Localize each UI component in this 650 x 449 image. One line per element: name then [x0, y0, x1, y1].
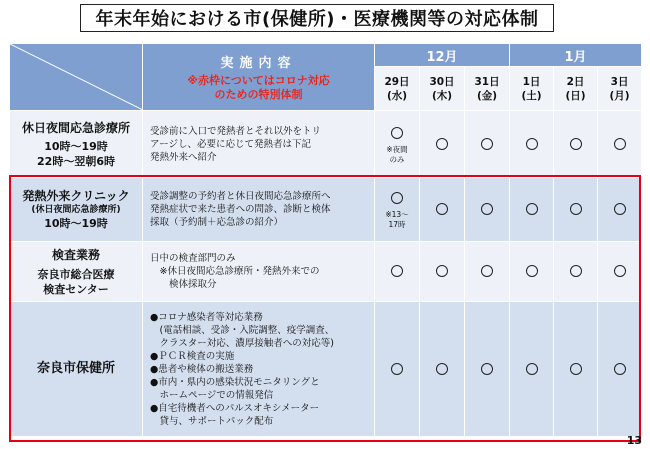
- header-corner: [10, 44, 143, 111]
- availability-cell: [510, 178, 554, 242]
- availability-cell: [554, 302, 598, 437]
- content-line: ●市内・県内の感染状況モニタリングと: [150, 376, 320, 388]
- availability-cell: [420, 178, 465, 242]
- availability-cell: [375, 242, 420, 302]
- available-mark: [526, 265, 538, 277]
- header-note: [143, 74, 374, 102]
- available-mark: [481, 138, 493, 150]
- availability-cell: [554, 178, 598, 242]
- content-line: 受診前に入口で発熱者とそれ以外をトリ: [150, 125, 322, 137]
- facility-name: 奈良市保健所: [36, 361, 115, 376]
- available-mark: [570, 203, 582, 215]
- available-mark: [391, 127, 403, 139]
- availability-note-line: のみ: [389, 154, 405, 164]
- date-day: 29日: [384, 75, 410, 88]
- available-mark: [570, 138, 582, 150]
- availability-cell: [420, 242, 465, 302]
- date-header: [598, 67, 642, 111]
- date-header: [465, 67, 510, 111]
- content-line: 受診調整の予約者と休日夜間応急診療所へ: [150, 191, 331, 202]
- availability-cell: [465, 178, 510, 242]
- availability-cell: [465, 302, 510, 437]
- month-december: 12月: [375, 44, 510, 67]
- date-weekday: (土): [521, 89, 542, 102]
- available-mark: [436, 138, 448, 150]
- content-line: ●自宅待機者へのパルスオキシメーター: [150, 402, 320, 414]
- availability-cell: [465, 111, 510, 178]
- page-title: 年末年始における市(保健所)・医療機関等の対応体制: [80, 4, 554, 32]
- availability-cell: [420, 302, 465, 437]
- available-mark: [526, 203, 538, 215]
- available-mark: [614, 265, 626, 277]
- available-mark: [391, 265, 403, 277]
- date-day: 1日: [522, 75, 541, 88]
- content-line: 発熱症状で来た患者への問診、診断と検体: [150, 204, 331, 215]
- availability-cell: [375, 302, 420, 437]
- available-mark: [614, 203, 626, 215]
- available-mark: [391, 363, 403, 375]
- date-day: 2日: [566, 75, 585, 88]
- date-weekday: (水): [386, 89, 408, 102]
- content-cell: [143, 302, 375, 437]
- content-line: アージし、必要に応じて発熱者は下記: [150, 138, 312, 150]
- available-mark: [481, 203, 493, 215]
- available-mark: [436, 265, 448, 277]
- available-mark: [614, 138, 626, 150]
- date-weekday: (木): [431, 89, 453, 102]
- availability-cell: [598, 242, 642, 302]
- facility-health-center: [10, 302, 143, 437]
- availability-cell: [420, 111, 465, 178]
- availability-cell: [510, 302, 554, 437]
- content-line: 貸与、サポートパック配布: [150, 415, 274, 427]
- content-cell: [143, 178, 375, 242]
- availability-cell: [598, 302, 642, 437]
- facility-name: 検査業務: [51, 247, 100, 262]
- content-cell: [143, 242, 375, 302]
- date-weekday: (日): [565, 89, 586, 102]
- date-header: [554, 67, 598, 111]
- facility-hours: 10時～19時: [44, 217, 108, 230]
- content-line: (電話相談、受診・入院調整、疫学調査、: [150, 324, 335, 336]
- page-number: 13: [626, 434, 642, 447]
- availability-note-line: ※夜間: [386, 144, 408, 154]
- available-mark: [481, 363, 493, 375]
- availability-note-line: 17時: [388, 220, 406, 229]
- facility-hours: 10時～19時: [44, 139, 108, 153]
- availability-cell: [598, 178, 642, 242]
- content-line: 日中の検査部門のみ: [150, 253, 236, 264]
- facility-name: 休日夜間応急診療所: [21, 120, 130, 135]
- facility-name: 発熱外来クリニック: [22, 189, 130, 203]
- date-day: 30日: [429, 75, 455, 88]
- availability-cell: [465, 242, 510, 302]
- available-mark: [570, 363, 582, 375]
- content-line: 採取（予約制＋応急診の紹介）: [150, 217, 284, 228]
- content-cell: [143, 111, 375, 178]
- availability-cell: [554, 242, 598, 302]
- available-mark: [481, 265, 493, 277]
- availability-note-line: ※13～: [385, 210, 409, 219]
- availability-note: [375, 145, 419, 165]
- content-line: 発熱外来へ紹介: [150, 151, 217, 163]
- availability-cell: [510, 111, 554, 178]
- date-header: [510, 67, 554, 111]
- facility-org: 検査センター: [43, 282, 109, 296]
- availability-cell: [554, 111, 598, 178]
- facility-org: 奈良市総合医療: [37, 267, 115, 281]
- availability-cell: [510, 242, 554, 302]
- header-content: [143, 44, 375, 111]
- availability-cell: [598, 111, 642, 178]
- available-mark: [570, 265, 582, 277]
- date-weekday: (月): [609, 89, 630, 102]
- facility-testing: [10, 242, 143, 302]
- month-january: 1月: [510, 44, 642, 67]
- date-day: 31日: [474, 75, 500, 88]
- date-header: [420, 67, 465, 111]
- available-mark: [391, 192, 403, 204]
- date-header: [375, 67, 420, 111]
- content-line: ●ＰＣＲ検査の実施: [150, 350, 235, 362]
- content-line: クラスター対応、濃厚接触者への対応等): [150, 337, 334, 349]
- content-line: 検体採取分: [150, 279, 217, 290]
- availability-cell: [375, 111, 420, 178]
- header-corner-diagonal: [10, 44, 143, 110]
- availability-note: [375, 210, 419, 230]
- facility-subname: (休日夜間応急診療所): [31, 205, 121, 215]
- available-mark: [436, 363, 448, 375]
- content-line: ホームページでの情報発信: [150, 389, 274, 401]
- facility-fever-clinic: [10, 178, 143, 242]
- content-line: ●患者や検体の搬送業務: [150, 363, 254, 375]
- availability-cell: [375, 178, 420, 242]
- response-schedule-table: [9, 43, 642, 437]
- content-line: ※休日夜間応急診療所・発熱外来での: [150, 266, 320, 277]
- header-note-line: のための特別体制: [214, 88, 303, 101]
- facility-hours: 22時～翌朝6時: [37, 154, 115, 168]
- header-content-label: 実施内容: [220, 56, 297, 71]
- header-note-line: ※赤枠についてはコロナ対応: [187, 74, 330, 87]
- content-line: ●コロナ感染者等対応業務: [150, 311, 263, 323]
- available-mark: [526, 138, 538, 150]
- facility-night-clinic: [10, 111, 143, 178]
- date-day: 3日: [610, 75, 629, 88]
- available-mark: [526, 363, 538, 375]
- available-mark: [614, 363, 626, 375]
- available-mark: [436, 203, 448, 215]
- date-weekday: (金): [476, 89, 498, 102]
